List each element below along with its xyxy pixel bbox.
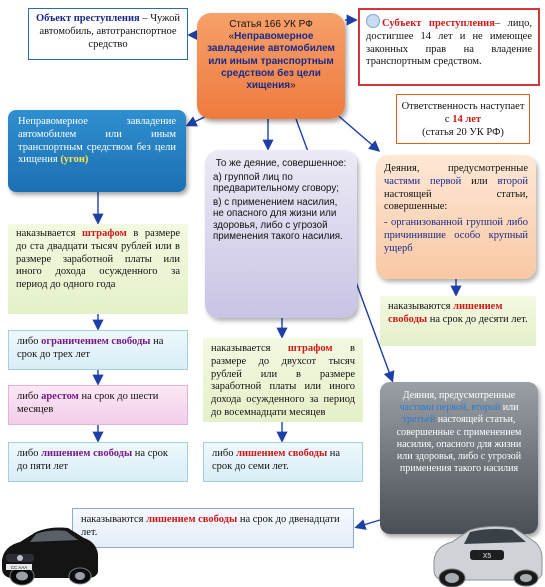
fine2-post: в размере до двухсот тысяч рублей или в размере заработной платы или иного дохода осужденного за период до восемнадцати месяцев	[211, 343, 355, 418]
jail10-highlight: лишением свободы	[388, 301, 503, 325]
jail10-pre: наказываются	[388, 301, 454, 312]
subject-title: Субъект преступления	[382, 18, 495, 29]
group-act-box	[205, 150, 357, 318]
imprisonment-12-years-box	[72, 508, 354, 548]
article-box	[197, 13, 345, 119]
parts-mid1: или	[461, 175, 498, 187]
violence-hl1: частями первой, второй	[399, 402, 501, 414]
imprisonment-5-years-box	[8, 442, 188, 482]
car-plate: CC AAA	[10, 565, 28, 570]
arrest-pre: либо	[17, 391, 42, 402]
arrow-violence-to-jail12	[357, 520, 380, 527]
car-badge: X5	[482, 553, 492, 560]
lim-pre: либо	[17, 336, 42, 347]
fine1-post: в размере до ста двадцати тысяч рублей или в размере заработной платы или иного дохода осужденного за период до одного года	[16, 228, 180, 291]
jail5-pre: либо	[17, 448, 42, 459]
article-close-quote: »	[290, 79, 296, 91]
violence-pre: Деяния, предусмотренные	[402, 390, 516, 401]
subject-text: – лицо, достигшее 14 лет и не имеющее законных прав на владение транспортным средством.	[366, 18, 533, 68]
lim-highlight: ограничением свободы	[41, 336, 151, 347]
parts-item: - организованной группой либо причинившие особо крупный ущерб	[384, 217, 528, 254]
violence-post: настоящей статьи, совершенные с применением насилия, опасного для жизни или здоровья, либо с угрозой применения такого насилия	[396, 414, 522, 475]
jail5-highlight: лишением свободы	[41, 448, 133, 459]
jail12-highlight: лишением свободы	[146, 514, 238, 525]
limitation-of-freedom-box	[8, 330, 188, 370]
article-number: Статья 166 УК РФ	[229, 19, 313, 30]
jail12-pre: наказываются	[81, 514, 147, 525]
violence-act-box	[380, 382, 538, 534]
silver-suv-image	[430, 520, 545, 587]
jail7-post: на срок до семи лет.	[212, 448, 341, 472]
imprisonment-10-years-box	[380, 296, 536, 346]
black-sedan-image	[0, 510, 100, 587]
article-open-quote: «	[228, 31, 235, 43]
arrest-post: на срок до шести месяцев	[17, 391, 159, 415]
article-title: Неправомерное завладение автомобилем или иным транспортным средством без цели хищения	[207, 31, 335, 91]
jail12-post: на срок до двенадцати лет.	[81, 514, 340, 538]
arrow-article-to-parts	[334, 112, 378, 150]
arrest-box	[8, 385, 188, 425]
jail10-post: на срок до десяти лет.	[427, 313, 528, 325]
parts-hl2: второй	[497, 175, 528, 187]
responsibility-box	[396, 94, 530, 144]
jail7-highlight: лишением свободы	[236, 448, 328, 459]
fine1-pre: наказывается	[16, 228, 83, 239]
parts-pre: Деяния, предусмотренные	[384, 163, 528, 174]
subject-of-crime-box	[358, 8, 540, 86]
parts-mid2: настоящей статьи, совершенные:	[384, 188, 528, 213]
object-text: – Чужой автомобиль, автотранспортное средство	[39, 13, 181, 50]
ugon-text: Неправомерное завладение автомобилем или иным транспортным средством без цели хищения	[18, 116, 176, 166]
parts-hl1: частями первой	[384, 175, 462, 187]
fine1-highlight: штрафом	[82, 228, 127, 239]
fine2-pre: наказывается	[211, 343, 288, 354]
fine2-highlight: штрафом	[287, 343, 333, 354]
violence-hl2: третьей	[402, 414, 436, 426]
smiley-icon	[366, 14, 380, 28]
arrest-highlight: арестом	[41, 391, 79, 402]
group-line1: То же деяние, совершенное:	[215, 158, 347, 169]
object-of-crime-box	[28, 8, 188, 60]
responsibility-age: 14 лет	[452, 113, 482, 125]
group-item-b: в) с применением насилия, не опасного для жизни или здоровья, либо с угрозой применения такого насилия.	[213, 196, 343, 243]
responsibility-line2: (статья 20 УК РФ)	[422, 126, 504, 138]
jail5-post: на срок до пяти лет	[17, 448, 168, 472]
responsibility-line1: Ответственность наступает с	[401, 101, 525, 125]
object-title: Объект преступления	[35, 13, 140, 24]
ugon-box	[8, 110, 186, 192]
jail7-pre: либо	[212, 448, 237, 459]
imprisonment-7-years-box	[203, 442, 363, 482]
lim-post: на срок до трех лет	[17, 336, 164, 360]
ugon-highlight: (угон)	[60, 154, 89, 166]
fine-120k-box	[8, 224, 188, 314]
group-item-a: а) группой лиц по предварительному сговору;	[213, 171, 340, 195]
fine-200k-box	[203, 338, 363, 422]
parts-one-two-box	[376, 155, 536, 279]
violence-mid1: или	[500, 402, 519, 414]
